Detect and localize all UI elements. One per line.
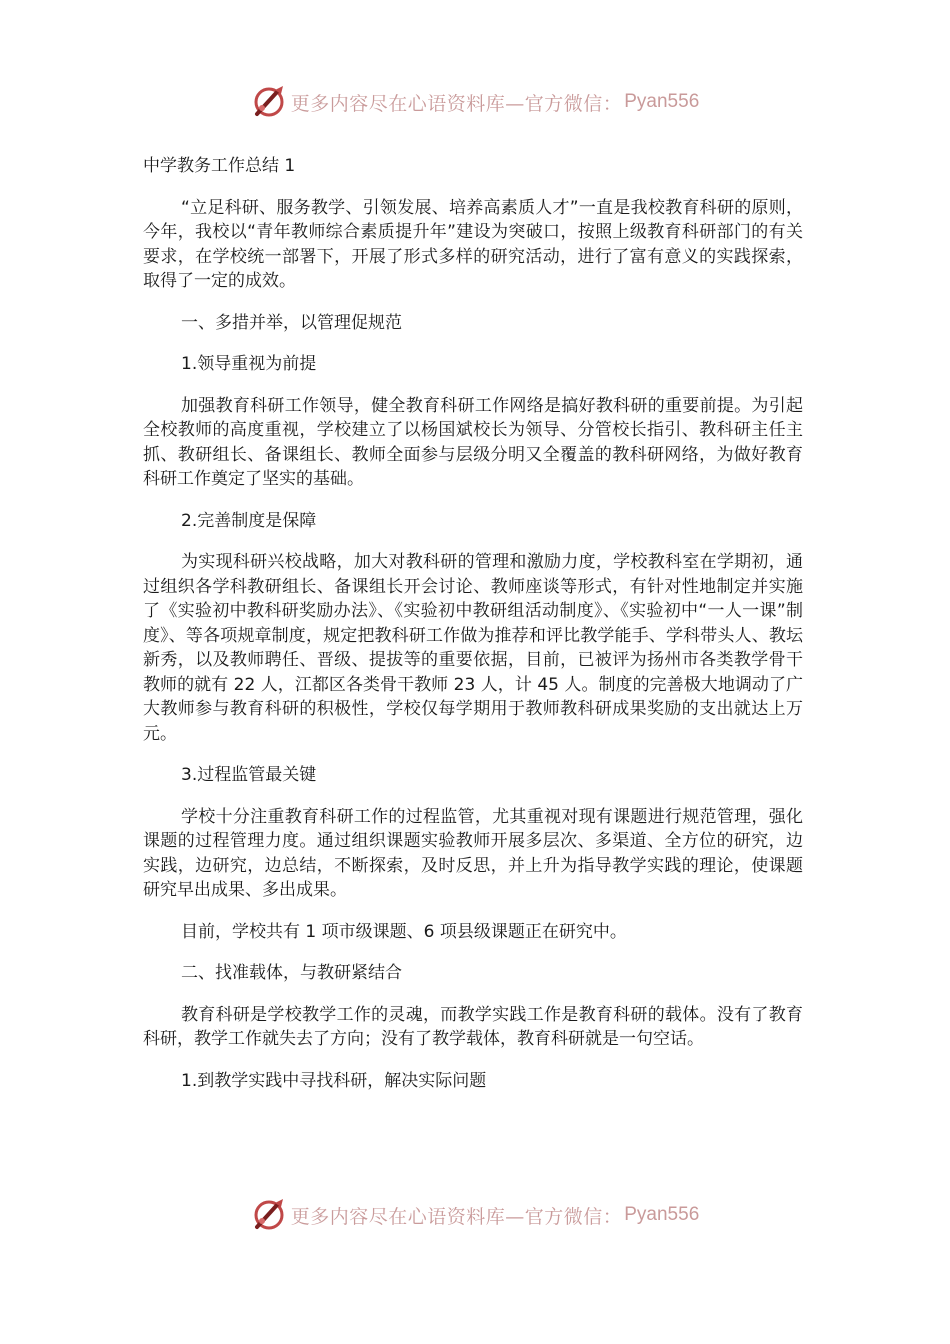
subsection-heading: 1.领导重视为前提 [181,354,317,374]
brush-logo-icon [251,1197,287,1233]
header-watermark-banner [0,82,950,122]
section-heading: 二、找准载体，与教研紧结合 [181,963,402,983]
subsection-heading: 3.过程监管最关键 [181,765,317,785]
header-wechat-id: Pyan556 [624,91,700,112]
paragraph: 加强教育科研工作领导，健全教育科研工作网络是搞好教科研的重要前提。为引起全校教师的高度重视，学校建立了以杨国斌校长为领导、分管校长指引、教科研主任主抓、教研组长、备课组长、教师全面参与层级分明又全覆盖的教科研网络，为做好教育科研工作奠定了坚实的基础。 [143,395,803,489]
paragraph: 为实现科研兴校战略，加大对教科研的管理和激励力度，学校教科室在学期初，通过组织各学科教研组长、备课组长开会讨论、教师座谈等形式，有针对性地制定并实施了《实验初中教科研奖励办法》、《实验初中教研组活动制度》、《实验初中“一人一课”制度》、等各项规章制度，规定把教科研工作做为推荐和评比教学能手、学科带头人、教坛新秀，以及教师聘任、晋级、提拔等的重要依据，目前，已被评为扬州市各类教学骨干教师的就有 22 人，江都区各类骨干教师 23 人，计 45 人。制度的完善极大地调动了广大教师参与教育科研的积极性，学校仅每学期用于教师教科研成果奖励的支出就达上万元。 [143,552,803,744]
paragraph: 学校十分注重教育科研工作的过程监管，尤其重视对现有课题进行规范管理，强化课题的过程管理力度。通过组织课题实验教师开展多层次、多渠道、全方位的研究，边实践，边研究，边总结，不断探索，及时反思，并上升为指导教学实践的理论，使课题研究早出成果、多出成果。 [143,806,803,900]
paragraph: 教育科研是学校教学工作的灵魂，而教学实践工作是教育科研的载体。没有了教育科研，教学工作就失去了方向；没有了教学载体，教育科研就是一句空话。 [143,1004,803,1049]
subsection-heading: 2.完善制度是保障 [181,510,317,531]
paragraph: 目前，学校共有 1 项市级课题、6 项县级课题正在研究中。 [181,921,627,942]
document-body [143,154,803,1110]
header-banner-text: 更多内容尽在心语资料库—官方微信： [290,92,623,115]
footer-banner-text: 更多内容尽在心语资料库—官方微信： [290,1205,623,1228]
paragraph: “立足科研、服务教学、引领发展、培养高素质人才”一直是我校教育科研的原则，今年，我校以“青年教师综合素质提升年”建设为突破口，按照上级教育科研部门的有关要求，在学校统一部署下，开展了形式多样的研究活动，进行了富有意义的实践探索，取得了一定的成效。 [143,197,803,291]
document-title: 中学教务工作总结 1 [143,156,296,176]
brush-logo-icon [251,84,287,120]
footer-watermark-banner [0,1195,950,1235]
subsection-heading: 1.到教学实践中寻找科研，解决实际问题 [181,1070,487,1091]
section-heading: 一、多措并举，以管理促规范 [181,312,402,333]
footer-wechat-id: Pyan556 [624,1204,700,1225]
